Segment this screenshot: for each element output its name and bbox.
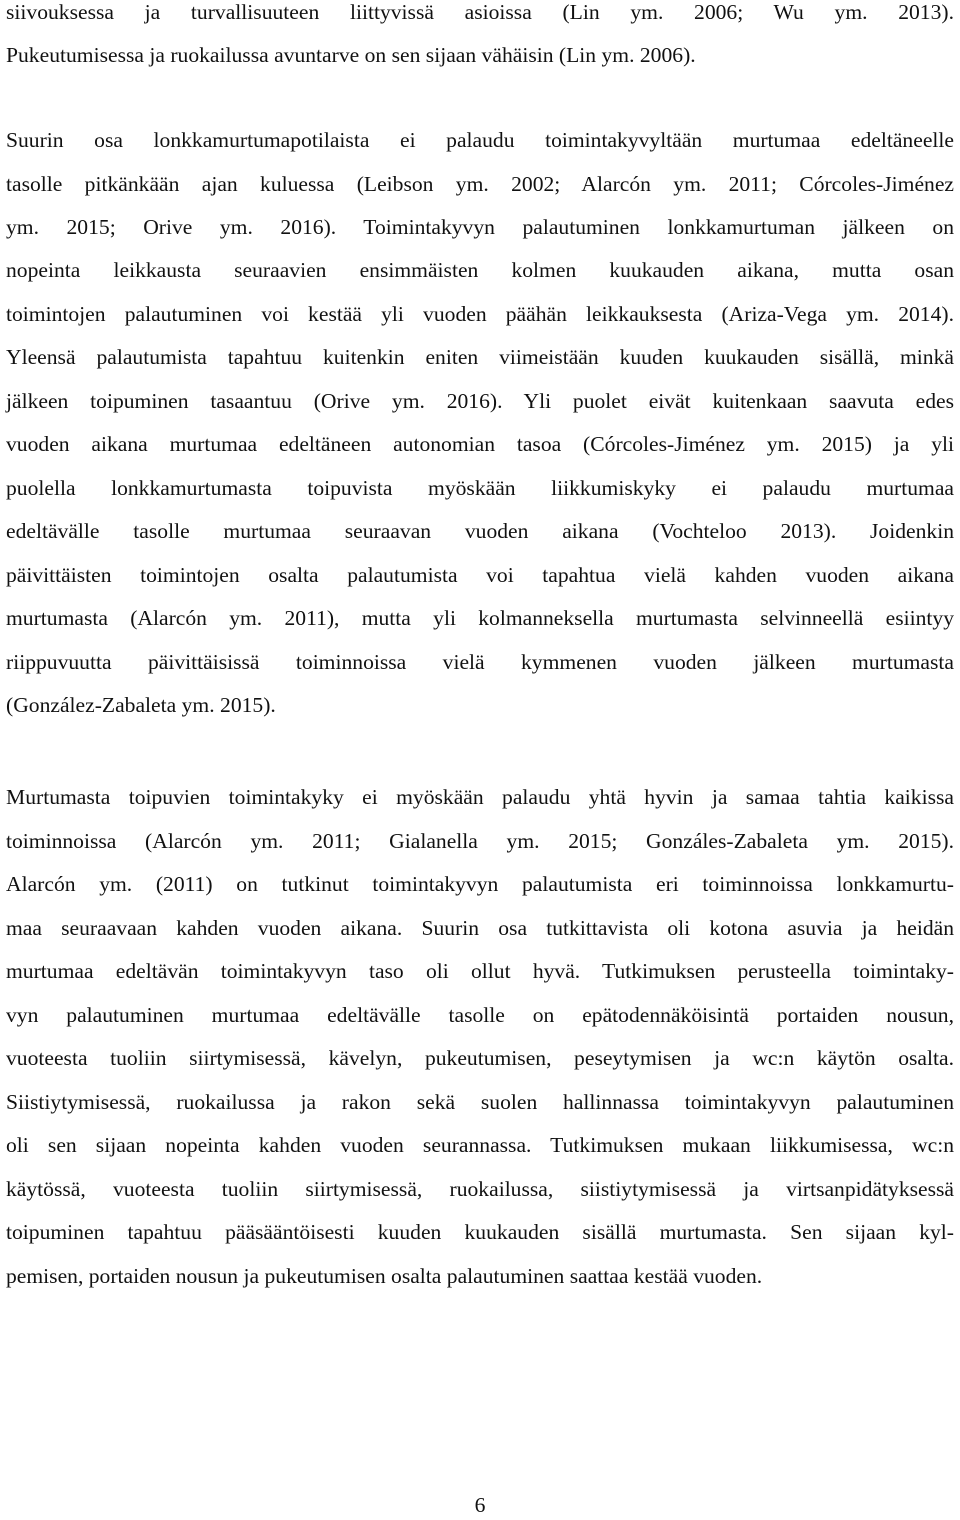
text-line: siivouksessa ja turvallisuuteen liittyvissä asioissa (Lin ym. 2006; Wu ym. 2013). bbox=[6, 0, 954, 24]
text-line: murtumasta (Alarcón ym. 2011), mutta yli kolmanneksella murtumasta selvinneellä esiintyy bbox=[6, 606, 954, 630]
text-line: riippuvuutta päivittäisissä toiminnoissa vielä kymmenen vuoden jälkeen murtumasta bbox=[6, 650, 954, 674]
page-number: 6 bbox=[474, 1493, 486, 1517]
text-line: vuoteesta tuoliin siirtymisessä, kävelyn, pukeutumisen, peseytymisen ja wc:n käytön osalta. bbox=[6, 1046, 954, 1070]
text-line: maa seuraavaan kahden vuoden aikana. Suurin osa tutkittavista oli kotona asuvia ja heidän bbox=[6, 916, 954, 940]
text-line: pemisen, portaiden nousun ja pukeutumisen osalta palautuminen saattaa kestää vuoden. bbox=[6, 1264, 763, 1288]
text-line: edeltävälle tasolle murtumaa seuraavan vuoden aikana (Vochteloo 2013). Joidenkin bbox=[6, 519, 954, 543]
text-line: toipuminen tapahtuu pääsääntöisesti kuuden kuukauden sisällä murtumasta. Sen sijaan kyl- bbox=[6, 1220, 954, 1244]
text-line: jälkeen toipuminen tasaantuu (Orive ym. 2016). Yli puolet eivät kuitenkaan saavuta edes bbox=[6, 389, 954, 413]
text-line: vyn palautuminen murtumaa edeltävälle tasolle on epätodennäköisintä portaiden nousun, bbox=[6, 1003, 954, 1027]
text-line: Alarcón ym. (2011) on tutkinut toimintakyvyn palautumista eri toiminnoissa lonkkamurtu- bbox=[6, 872, 954, 896]
text-line: Pukeutumisessa ja ruokailussa avuntarve on sen sijaan vähäisin (Lin ym. 2006). bbox=[6, 43, 696, 67]
text-line: nopeinta leikkausta seuraavien ensimmäisten kolmen kuukauden aikana, mutta osan bbox=[6, 258, 954, 282]
text-line: Suurin osa lonkkamurtumapotilaista ei palaudu toimintakyvyltään murtumaa edeltäneelle bbox=[6, 128, 954, 152]
text-line: Siistiytymisessä, ruokailussa ja rakon sekä suolen hallinnassa toimintakyvyn palautuminen bbox=[6, 1090, 954, 1114]
text-line: Yleensä palautumista tapahtuu kuitenkin eniten viimeistään kuuden kuukauden sisällä, minkä bbox=[6, 345, 954, 369]
text-line: murtumaa edeltävän toimintakyvyn taso oli ollut hyvä. Tutkimuksen perusteella toimintaky- bbox=[6, 959, 954, 983]
text-line: toimintojen palautuminen voi kestää yli vuoden päähän leikkauksesta (Ariza-Vega ym. 2014). bbox=[6, 302, 954, 326]
text-line: käytössä, vuoteesta tuoliin siirtymisessä, ruokailussa, siistiytymisessä ja virtsanpidätyksessä bbox=[6, 1177, 954, 1201]
text-line: ym. 2015; Orive ym. 2016). Toimintakyvyn palautuminen lonkkamurtuman jälkeen on bbox=[6, 215, 954, 239]
text-line: Murtumasta toipuvien toimintakyky ei myöskään palaudu yhtä hyvin ja samaa tahtia kaikissa bbox=[6, 785, 954, 809]
text-line: toiminnoissa (Alarcón ym. 2011; Gialanella ym. 2015; Gonzáles-Zabaleta ym. 2015). bbox=[6, 829, 954, 853]
text-line: puolella lonkkamurtumasta toipuvista myöskään liikkumiskyky ei palaudu murtumaa bbox=[6, 476, 954, 500]
text-line: (González-Zabaleta ym. 2015). bbox=[6, 693, 276, 717]
text-line: vuoden aikana murtumaa edeltäneen autonomian tasoa (Córcoles-Jiménez ym. 2015) ja yli bbox=[6, 432, 954, 456]
text-line: päivittäisten toimintojen osalta palautumista voi tapahtua vielä kahden vuoden aikana bbox=[6, 563, 954, 587]
text-line: oli sen sijaan nopeinta kahden vuoden seurannassa. Tutkimuksen mukaan liikkumisessa, wc:n bbox=[6, 1133, 954, 1157]
text-line: tasolle pitkänkään ajan kuluessa (Leibson ym. 2002; Alarcón ym. 2011; Córcoles-Jiménez bbox=[6, 172, 954, 196]
